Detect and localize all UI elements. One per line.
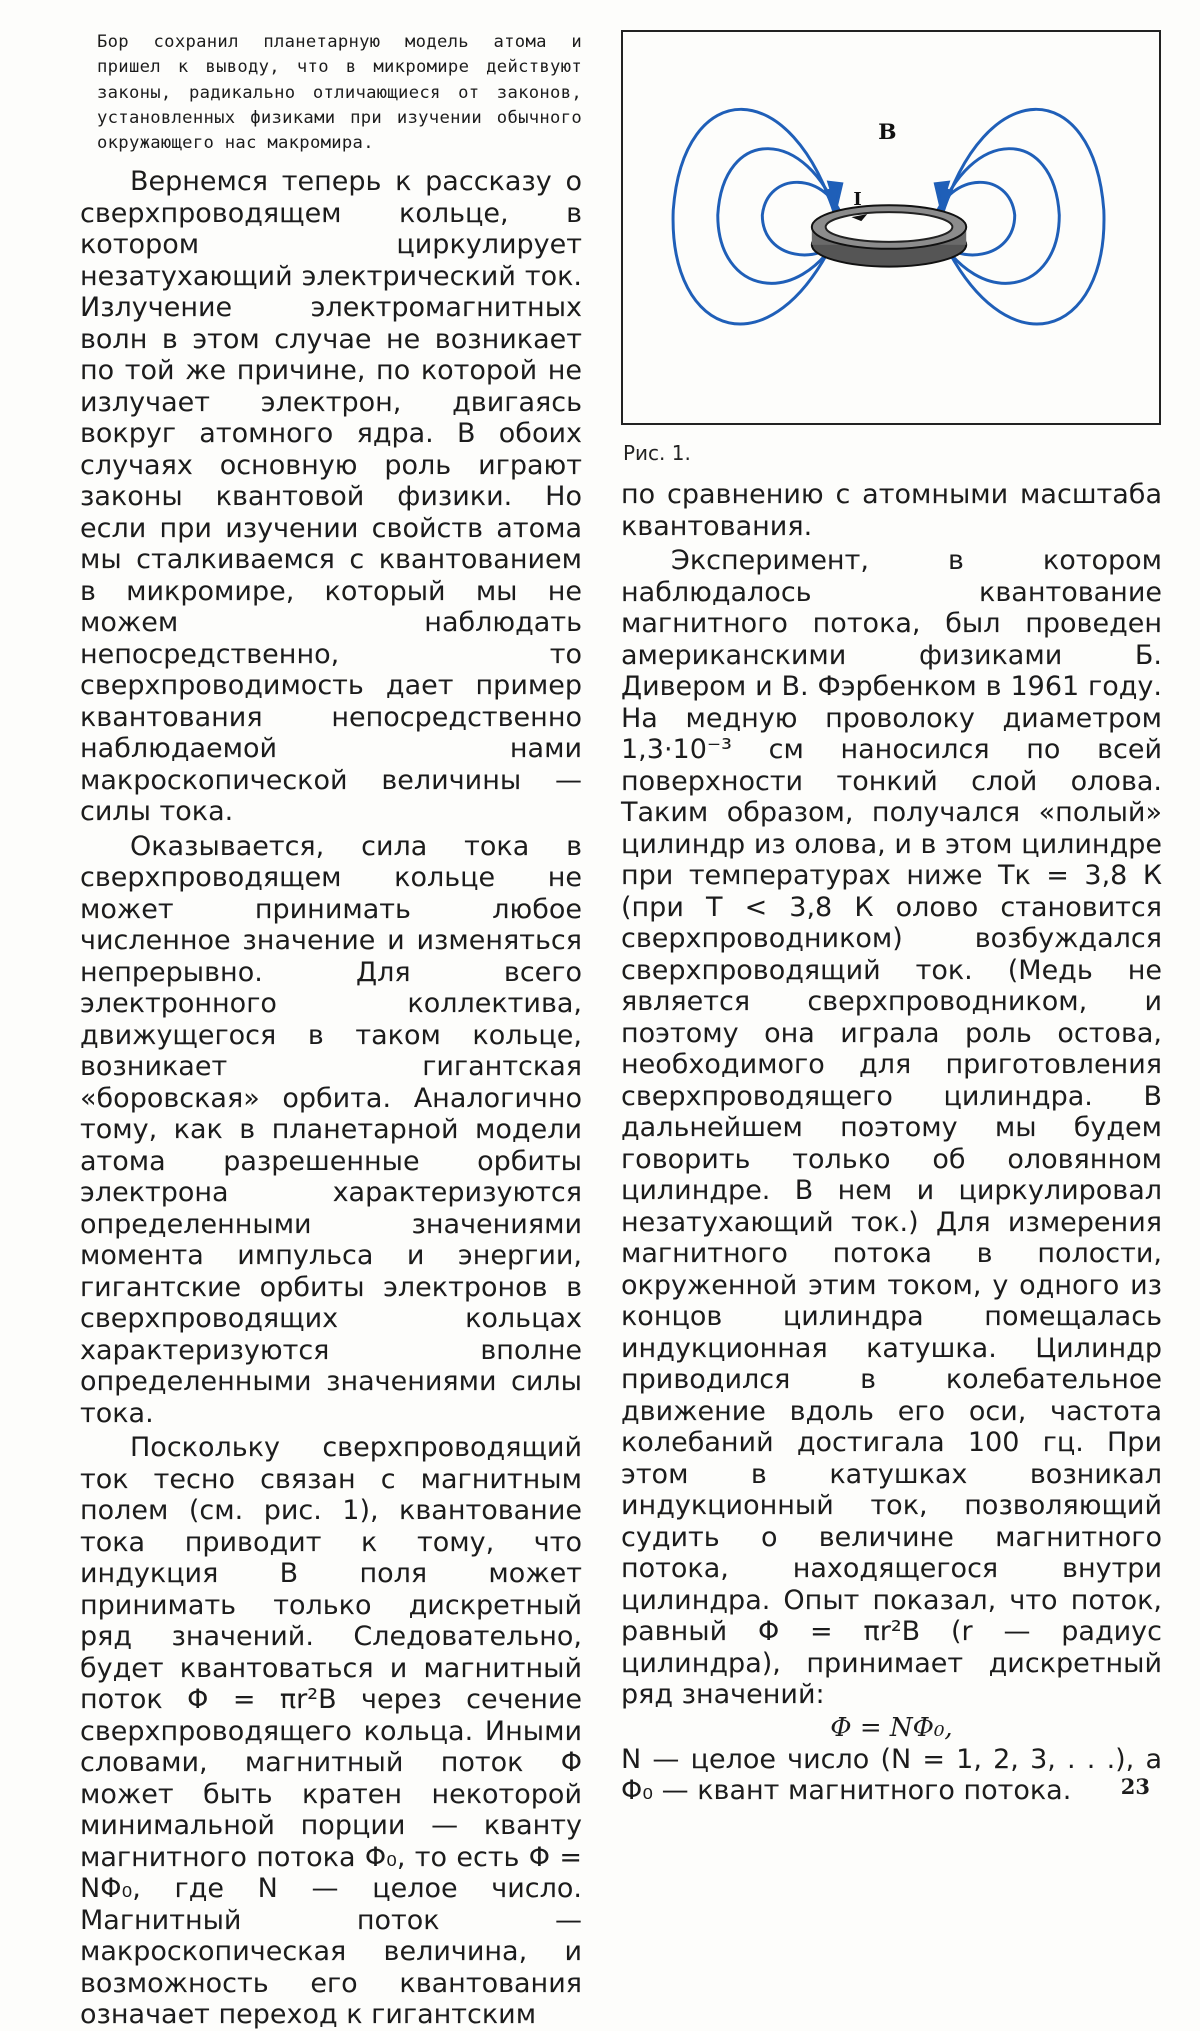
paragraph-continuation: по сравнению с атомными масштаба квантования. (621, 479, 1162, 542)
field-line-left-outer (673, 109, 836, 324)
figure-1-magnetic-field (621, 30, 1161, 425)
paragraph-ring-current: Вернемся теперь к рассказу о сверхпроводящем кольце, в котором циркулирует незатухающий электрический ток. Излучение электромагнитных волн в этом случае не возникает по той же причине, по которой не излучает электрон, двигаясь вокруг атомного ядра. В обоих случаях основную роль играют законы квантовой физики. Но если при изучении свойств атома мы сталкиваемся с квантованием в микромире, который мы не можем наблюдать непосредственно, то сверхпроводимость дает пример квантования непосредственно наблюдаемой нами макроскопической величины — силы тока. (80, 166, 582, 828)
paragraph-experiment: Эксперимент, в котором наблюдалось квантование магнитного потока, был проведен американскими физиками Б. Дивером и В. Фэрбенком в 1961 году. На медную проволоку диаметром 1,3·10⁻³ см наносился по всей поверхности тонкий слой олова. Таким образом, получался «полый» цилиндр из олова, и в этом цилиндре при температурах ниже Tк = 3,8 К (при T < 3,8 К олово становится сверхпроводником) возбуждался сверхпроводящий ток. (Медь не является сверхпроводником, и поэтому она играла роль остова, необходимого для приготовления сверхпроводящего цилиндра. В дальнейшем поэтому мы будем говорить только об оловянном цилиндре. В нем и циркулировал незатухающий ток.) Для измерения магнитного потока в полости, окруженной этим током, у одного из концов цилиндра помещалась индукционная катушка. Цилиндр приводился в колебательное движение вдоль его оси, частота колебаний достигала 100 гц. При этом в катушках возникал индукционный ток, позволяющий судить о величине магнитного потока, находящегося внутри цилиндра. Опыт показал, что поток, равный Φ = πr²B (r — радиус цилиндра), принимает дискретный ряд значений: (621, 545, 1162, 1710)
label-B: B (878, 119, 897, 145)
formula-flux-quantum: Φ = NΦ₀, (830, 1712, 953, 1743)
right-column (621, 30, 1162, 1807)
paragraph-bohr-orbit: Оказывается, сила тока в сверхпроводящем кольце не может принимать любое численное значение и изменяться непрерывно. Для всего электронного коллектива, движущегося в таком кольце, возникает гигантская «боровская» орбита. Аналогично тому, как в планетарной модели атома разрешенные орбиты электрона характеризуются определенными значениями момента импульса и энергии, гигантские орбиты электронов в сверхпроводящих кольцах характеризуются вполне определенными значениями силы тока. (80, 830, 582, 1429)
paragraph-flux-quantization: Поскольку сверхпроводящий ток тесно связан с магнитным полем (см. рис. 1), квантование тока приводит к тому, что индукция B поля может принимать только дискретный ряд значений. Следовательно, будет квантоваться и магнитный поток Φ = πr²B через сечение сверхпроводящего кольца. Иными словами, магнитный поток Φ может быть кратен некоторой минимальной порции — кванту магнитного потока Φ₀, то есть Φ = NΦ₀, где N — целое число. Магнитный поток — макроскопическая величина, и возможность его квантования означает переход к гигантским (80, 1432, 582, 2031)
superconducting-ring (812, 205, 966, 266)
intro-paragraph: Бор сохранил планетарную модель атома и пришел к выводу, что в микромире действуют законы, радикально отличающиеся от законов, установленных физиками при изучении обычного окружающего нас макромира. (97, 32, 582, 154)
paragraph-integer-N: N — целое число (N = 1, 2, 3, . . .), а Φ₀ — квант магнитного потока. (621, 1743, 1162, 1806)
field-lines-diagram (623, 32, 1159, 423)
page-number: 23 (1120, 1774, 1150, 1799)
field-line-right-outer (940, 109, 1103, 324)
label-I: I (853, 189, 862, 211)
left-column (80, 30, 582, 2031)
figure-caption: Рис. 1. (623, 441, 691, 465)
